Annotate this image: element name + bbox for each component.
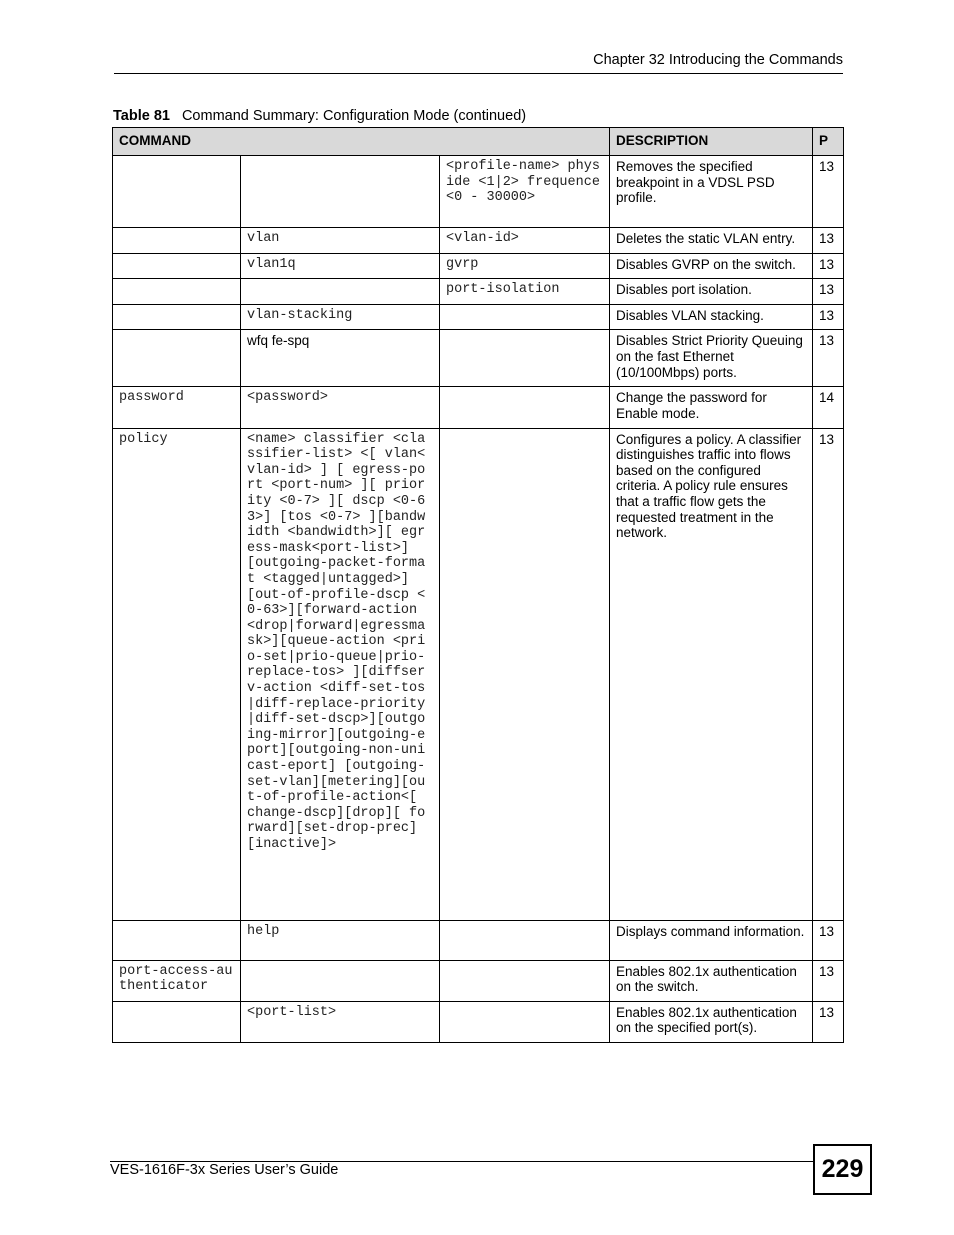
table-row bbox=[113, 960, 844, 1001]
command-cell bbox=[113, 1001, 241, 1042]
page-cell: 13 bbox=[813, 228, 844, 254]
argument-cell bbox=[440, 960, 610, 1001]
table-row bbox=[113, 253, 844, 279]
description-cell: Disables VLAN stacking. bbox=[610, 304, 813, 330]
header-rule bbox=[114, 73, 843, 74]
description-cell: Enables 802.1x authentication on the specified port(s). bbox=[610, 1001, 813, 1042]
subcommand-cell: vlan bbox=[241, 228, 440, 254]
subcommand-cell bbox=[241, 279, 440, 305]
footer-guide-title: VES-1616F-3x Series User’s Guide bbox=[110, 1162, 339, 1178]
subcommand-cell: vlan-stacking bbox=[241, 304, 440, 330]
argument-cell bbox=[440, 920, 610, 960]
description-cell: Change the password for Enable mode. bbox=[610, 387, 813, 428]
page-cell: 13 bbox=[813, 428, 844, 920]
subcommand-cell: <name> classifier <classifier-list> <[ vlan<vlan-id> ] [ egress-port <port-num> ][ priority <0-7> ][ dscp <0-63>] [tos <0-7> ][bandwidth <bandwidth>][ egress-mask<port-list>] [outgoing-packet-format <tagged|untagged>] [out-of-profile-dscp <0-63>][forward-action <drop|forward|egressmask>][queue-action <prio-set|prio-queue|prio-replace-tos> ][diffserv-action <diff-set-tos|diff-replace-priority|diff-set-dscp>][outgoing-mirror][outgoing-eport][outgoing-non-unicast-eport] [outgoing-set-vlan][metering][out-of-profile-action<[ change-dscp][drop][ forward][set-drop-prec][inactive]> bbox=[241, 428, 440, 920]
table-row bbox=[113, 156, 844, 228]
argument-cell: gvrp bbox=[440, 253, 610, 279]
command-cell bbox=[113, 156, 241, 228]
page-cell: 13 bbox=[813, 279, 844, 305]
table-row bbox=[113, 1001, 844, 1042]
table-row bbox=[113, 228, 844, 254]
subcommand-cell: <password> bbox=[241, 387, 440, 428]
argument-cell: <profile-name> physide <1|2> frequence <0 - 30000> bbox=[440, 156, 610, 228]
description-cell: Displays command information. bbox=[610, 920, 813, 960]
description-cell: Deletes the static VLAN entry. bbox=[610, 228, 813, 254]
column-header-command: COMMAND bbox=[113, 128, 610, 156]
description-cell: Disables Strict Priority Queuing on the fast Ethernet (10/100Mbps) ports. bbox=[610, 330, 813, 387]
argument-cell bbox=[440, 387, 610, 428]
argument-cell bbox=[440, 1001, 610, 1042]
subcommand-cell bbox=[241, 156, 440, 228]
command-cell bbox=[113, 304, 241, 330]
page-cell: 13 bbox=[813, 156, 844, 228]
command-cell bbox=[113, 228, 241, 254]
table-row bbox=[113, 920, 844, 960]
subcommand-cell: <port-list> bbox=[241, 1001, 440, 1042]
table-caption-text: Command Summary: Configuration Mode (continued) bbox=[181, 108, 527, 124]
subcommand-cell: help bbox=[241, 920, 440, 960]
command-cell: port-access-authenticator bbox=[113, 960, 241, 1001]
description-cell: Configures a policy. A classifier distinguishes traffic into flows based on the configured criteria. A policy rule ensures that a traffic flow gets the requested treatment in the network. bbox=[610, 428, 813, 920]
argument-cell bbox=[440, 304, 610, 330]
command-cell bbox=[113, 253, 241, 279]
command-summary-table bbox=[112, 127, 844, 1043]
table-header-row bbox=[113, 128, 844, 156]
argument-cell bbox=[440, 428, 610, 920]
running-header: Chapter 32 Introducing the Commands bbox=[593, 52, 843, 68]
page-cell: 13 bbox=[813, 253, 844, 279]
table-row bbox=[113, 304, 844, 330]
page-cell: 13 bbox=[813, 920, 844, 960]
page-cell: 13 bbox=[813, 304, 844, 330]
column-header-page: P bbox=[813, 128, 844, 156]
page-cell: 13 bbox=[813, 330, 844, 387]
table-row bbox=[113, 279, 844, 305]
description-cell: Disables GVRP on the switch. bbox=[610, 253, 813, 279]
command-cell: policy bbox=[113, 428, 241, 920]
argument-cell: port-isolation bbox=[440, 279, 610, 305]
table-row bbox=[113, 330, 844, 387]
argument-cell: <vlan-id> bbox=[440, 228, 610, 254]
table-row bbox=[113, 387, 844, 428]
argument-cell bbox=[440, 330, 610, 387]
table-caption-label: Table 81 bbox=[113, 108, 170, 124]
description-cell: Enables 802.1x authentication on the switch. bbox=[610, 960, 813, 1001]
command-cell bbox=[113, 279, 241, 305]
subcommand-cell bbox=[241, 960, 440, 1001]
column-header-description: DESCRIPTION bbox=[610, 128, 813, 156]
page-number: 229 bbox=[813, 1144, 872, 1195]
description-cell: Disables port isolation. bbox=[610, 279, 813, 305]
subcommand-cell: vlan1q bbox=[241, 253, 440, 279]
page-cell: 13 bbox=[813, 1001, 844, 1042]
command-cell: password bbox=[113, 387, 241, 428]
command-cell bbox=[113, 330, 241, 387]
description-cell: Removes the specified breakpoint in a VDSL PSD profile. bbox=[610, 156, 813, 228]
table-caption bbox=[113, 108, 526, 124]
page-cell: 13 bbox=[813, 960, 844, 1001]
subcommand-cell: wfq fe-spq bbox=[241, 330, 440, 387]
page-cell: 14 bbox=[813, 387, 844, 428]
table-row bbox=[113, 428, 844, 920]
command-cell bbox=[113, 920, 241, 960]
